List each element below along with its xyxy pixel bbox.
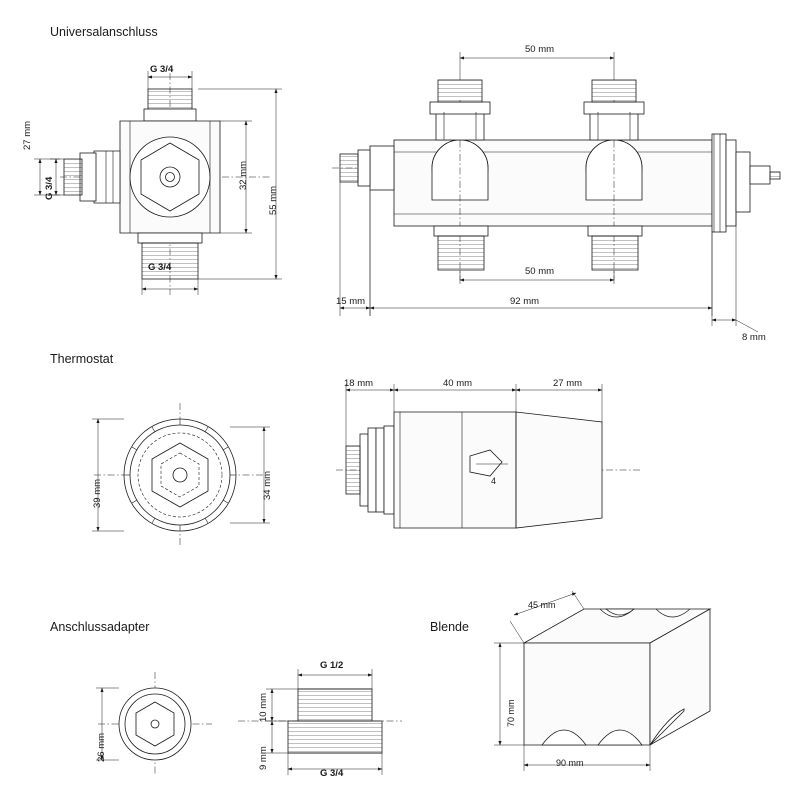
thermostat-side-view <box>330 370 650 560</box>
dim-universal-side-15: 15 mm <box>336 296 366 307</box>
dim-universal-front-32: 32 mm <box>238 160 249 190</box>
section-title-blende: Blende <box>430 620 469 634</box>
section-title-thermostat: Thermostat <box>50 352 114 366</box>
section-title-universalanschluss: Universalanschluss <box>50 25 158 39</box>
thermostat-front-view <box>70 395 290 555</box>
dim-thermostat-neck-18: 18 mm <box>344 378 374 389</box>
thread-label-universal-bottom: G 3/4 <box>148 262 172 273</box>
dim-universal-side-top-50: 50 mm <box>525 44 555 55</box>
dim-blende-height-70: 70 mm <box>506 699 516 727</box>
dim-universal-side-92: 92 mm <box>510 296 540 307</box>
thread-label-adapter-bottom: G 3/4 <box>320 768 344 779</box>
thread-label-adapter-top: G 1/2 <box>320 660 344 671</box>
dim-universal-front-55: 55 mm <box>268 185 279 215</box>
blende-view <box>480 595 770 785</box>
dim-blende-width-90: 90 mm <box>556 758 584 768</box>
dim-thermostat-diameter-34: 34 mm <box>262 470 273 500</box>
dim-adapter-lower-9: 9 mm <box>258 746 269 770</box>
thermostat-scale-marker: 4 <box>491 476 497 486</box>
thread-label-universal-left: G 3/4 <box>44 176 55 200</box>
dim-adapter-diameter-26: 26 mm <box>96 732 107 762</box>
dim-thermostat-cap-27: 27 mm <box>553 378 583 389</box>
dim-thermostat-diameter-39: 39 mm <box>92 478 103 508</box>
anschlussadapter-side-view <box>230 655 410 785</box>
dim-universal-side-8: 8 mm <box>742 332 766 343</box>
dim-universal-front-height-27: 27 mm <box>22 120 33 150</box>
dim-universal-side-mid-50: 50 mm <box>525 266 555 277</box>
dim-thermostat-body-40: 40 mm <box>443 378 473 389</box>
dim-blende-depth-45: 45 mm <box>528 600 556 610</box>
section-title-anschlussadapter: Anschlussadapter <box>50 620 150 634</box>
thread-label-universal-top: G 3/4 <box>150 64 174 75</box>
universalanschluss-side-view <box>318 40 788 340</box>
dim-adapter-upper-10: 10 mm <box>258 692 269 722</box>
